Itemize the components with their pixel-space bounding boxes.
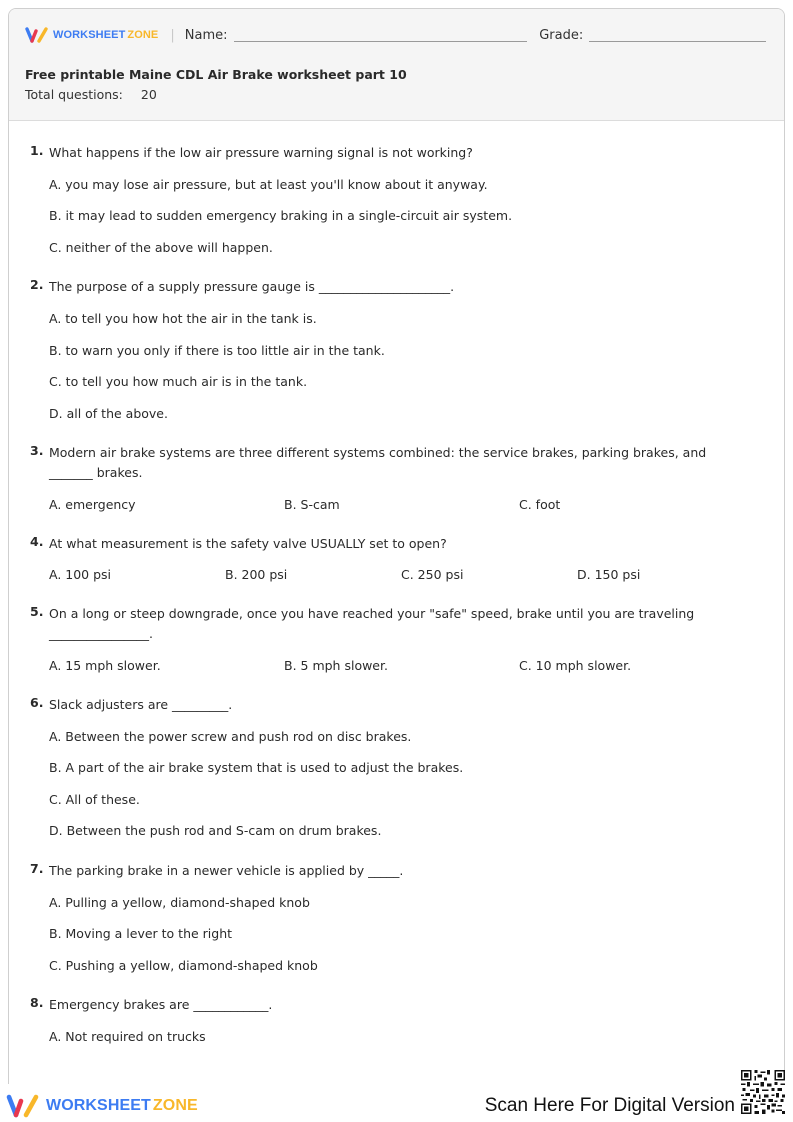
- brand-name-part2: ZONE: [152, 1097, 198, 1114]
- qr-code-icon[interactable]: [741, 1070, 785, 1114]
- answer-option[interactable]: C. 10 mph slower.: [519, 658, 632, 673]
- question-text: Emergency brakes are ____________.: [49, 997, 273, 1012]
- brand-logo: [25, 25, 158, 45]
- answer-option[interactable]: C. Pushing a yellow, diamond-shaped knob: [49, 958, 318, 973]
- answer-option[interactable]: B. S-cam: [284, 497, 340, 512]
- name-label: Name:: [184, 27, 228, 43]
- total-questions: [25, 87, 157, 102]
- question-number: 5.: [30, 604, 44, 619]
- grade-label: Grade:: [539, 27, 584, 43]
- footer-brand-name: [46, 1097, 198, 1115]
- total-questions-value: 20: [140, 87, 157, 102]
- answer-option[interactable]: B. it may lead to sudden emergency braking in a single-circuit air system.: [49, 208, 513, 223]
- question-number: 6.: [30, 695, 44, 710]
- worksheet-zone-logo-icon: [6, 1093, 40, 1119]
- answer-option[interactable]: D. all of the above.: [49, 406, 168, 421]
- brand-name-part1: WORKSHEET: [46, 1097, 151, 1114]
- question-text: The parking brake in a newer vehicle is applied by _____.: [49, 863, 404, 878]
- answer-option[interactable]: A. Not required on trucks: [49, 1029, 206, 1044]
- worksheet-zone-logo-icon: [25, 26, 49, 44]
- answer-option[interactable]: B. A part of the air brake system that is used to adjust the brakes.: [49, 760, 464, 775]
- question-text: What happens if the low air pressure warning signal is not working?: [49, 145, 473, 160]
- answer-option[interactable]: A. Between the power screw and push rod on disc brakes.: [49, 729, 412, 744]
- worksheet-title: Free printable Maine CDL Air Brake worksheet part 10: [25, 67, 407, 82]
- answer-option[interactable]: B. to warn you only if there is too little air in the tank.: [49, 343, 385, 358]
- page-footer: [0, 1084, 793, 1122]
- question-number: 8.: [30, 995, 44, 1010]
- brand-name-part2: ZONE: [127, 29, 159, 41]
- answer-option[interactable]: A. 15 mph slower.: [49, 658, 161, 673]
- answer-option[interactable]: A. emergency: [49, 497, 136, 512]
- grade-field[interactable]: [589, 28, 766, 42]
- worksheet-page: [8, 8, 785, 1084]
- brand-name: [53, 29, 158, 41]
- question-number: 4.: [30, 534, 44, 549]
- header-divider: |: [170, 27, 175, 43]
- question-number: 2.: [30, 277, 44, 292]
- answer-option[interactable]: A. to tell you how hot the air in the tank is.: [49, 311, 317, 326]
- answer-option[interactable]: B. Moving a lever to the right: [49, 926, 233, 941]
- answer-option[interactable]: D. Between the push rod and S-cam on drum brakes.: [49, 823, 382, 838]
- total-questions-label: Total questions:: [25, 87, 123, 102]
- question-text: The purpose of a supply pressure gauge is _____________________.: [49, 279, 455, 294]
- brand-name-part1: WORKSHEET: [53, 29, 126, 41]
- worksheet-header: [9, 9, 784, 121]
- answer-option[interactable]: B. 5 mph slower.: [284, 658, 388, 673]
- answer-option[interactable]: A. Pulling a yellow, diamond-shaped knob: [49, 895, 310, 910]
- answer-option[interactable]: C. All of these.: [49, 792, 140, 807]
- answer-option[interactable]: A. you may lose air pressure, but at least you'll know about it anyway.: [49, 177, 488, 192]
- answer-option[interactable]: C. neither of the above will happen.: [49, 240, 273, 255]
- question-text: Modern air brake systems are three different systems combined: the service brakes, parking brakes, and _______ brakes.: [49, 445, 707, 480]
- answer-option[interactable]: C. to tell you how much air is in the tank.: [49, 374, 308, 389]
- question-text: At what measurement is the safety valve USUALLY set to open?: [49, 536, 447, 551]
- answer-option[interactable]: A. 100 psi: [49, 567, 112, 582]
- name-field[interactable]: [234, 28, 528, 42]
- scan-text: Scan Here For Digital Version: [484, 1095, 735, 1116]
- question-text: On a long or steep downgrade, once you have reached your "safe" speed, brake until you are traveling ________________.: [49, 606, 695, 641]
- question-number: 3.: [30, 443, 44, 458]
- answer-option[interactable]: B. 200 psi: [225, 567, 288, 582]
- answer-option[interactable]: D. 150 psi: [577, 567, 641, 582]
- question-number: 1.: [30, 143, 44, 158]
- header-row: [25, 25, 766, 45]
- answer-option[interactable]: C. 250 psi: [401, 567, 464, 582]
- answer-option[interactable]: C. foot: [519, 497, 561, 512]
- question-number: 7.: [30, 861, 44, 876]
- question-text: Slack adjusters are _________.: [49, 697, 233, 712]
- footer-brand-logo: [6, 1093, 198, 1119]
